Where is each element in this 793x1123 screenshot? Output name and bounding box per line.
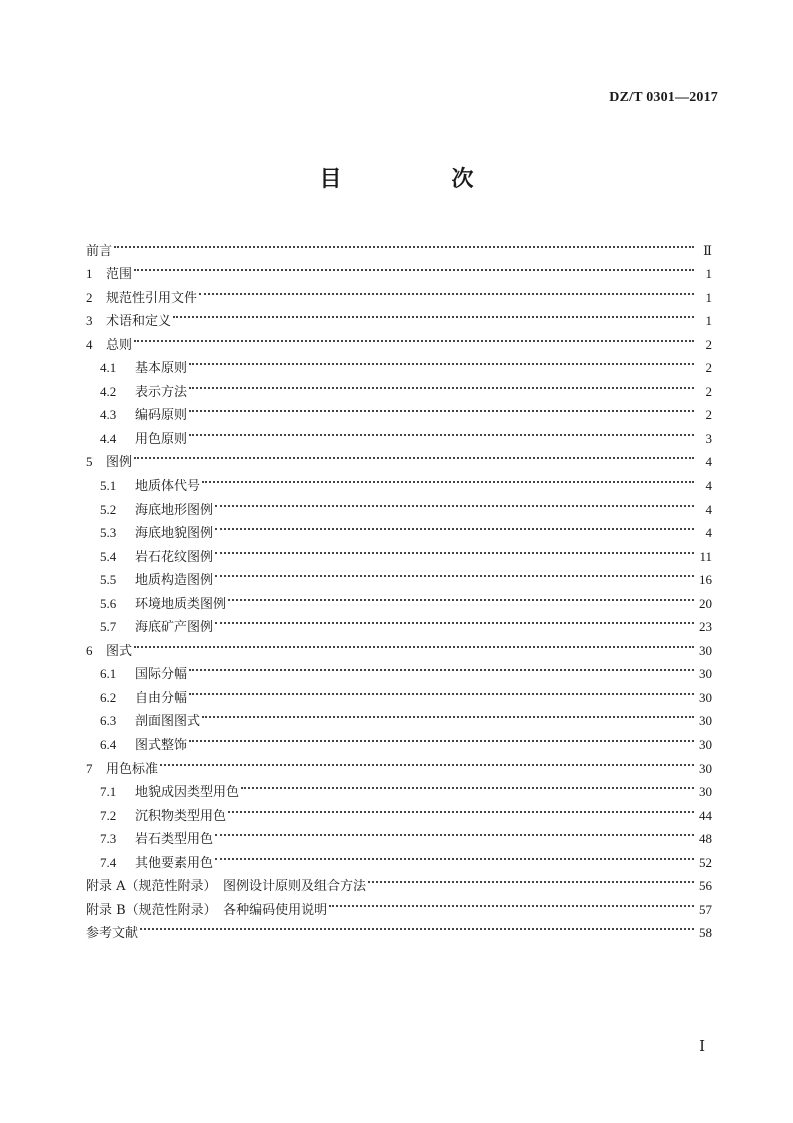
- toc-entry-label: 范围: [106, 267, 133, 283]
- toc-entry[interactable]: [86, 443, 712, 471]
- toc-entry[interactable]: [86, 231, 712, 259]
- toc-entry-label: 用色标准: [106, 761, 159, 777]
- dot-leader: [134, 255, 694, 279]
- toc-entry-number: 5.3: [100, 525, 117, 541]
- toc-entry-page: 30: [699, 713, 712, 729]
- toc-entry-number: 7: [86, 760, 93, 776]
- toc-entry-label: 自由分幅: [135, 690, 188, 706]
- toc-entry-label: 附录 A（规范性附录） 图例设计原则及组合方法: [86, 879, 367, 895]
- toc-entry-page: 2: [705, 383, 712, 399]
- table-of-contents: [86, 231, 712, 942]
- toc-entry-number: 6: [86, 642, 93, 658]
- toc-entry-number: 7.1: [100, 784, 117, 800]
- toc-entry-number: 5.4: [100, 548, 117, 564]
- dot-leader: [202, 702, 694, 726]
- toc-entry[interactable]: [86, 466, 712, 495]
- toc-entry-page: 4: [705, 454, 712, 470]
- toc-entry-label: 海底矿产图例: [135, 620, 214, 636]
- toc-entry-number: 5.5: [100, 572, 117, 588]
- toc-entry-label: 岩石类型用色: [135, 832, 214, 848]
- toc-entry-page: 1: [705, 313, 712, 329]
- toc-entry-page: 58: [699, 925, 712, 941]
- toc-entry-page: 30: [699, 666, 712, 682]
- toc-entry-number: 7.3: [100, 831, 117, 847]
- toc-entry-label: 国际分幅: [135, 667, 188, 683]
- dot-leader: [189, 678, 694, 702]
- toc-entry-label: 岩石花纹图例: [135, 549, 214, 565]
- toc-entry[interactable]: [86, 302, 712, 330]
- dot-leader: [329, 890, 694, 914]
- toc-entry-label: 图式整饰: [135, 738, 188, 754]
- dot-leader: [189, 655, 694, 679]
- dot-leader: [215, 561, 694, 585]
- toc-entry-number: 4.1: [100, 360, 117, 376]
- toc-entry-label: 地貌成因类型用色: [135, 785, 240, 801]
- toc-entry-page: 30: [699, 689, 712, 705]
- toc-entry-label: 表示方法: [135, 384, 188, 400]
- toc-entry-label: 环境地质类图例: [135, 596, 227, 612]
- toc-entry-page: 57: [699, 901, 712, 917]
- toc-entry-number: 6.1: [100, 666, 117, 682]
- toc-entry[interactable]: [86, 255, 712, 283]
- toc-entry-label: 图例: [106, 455, 133, 471]
- toc-entry-label: 地质构造图例: [135, 573, 214, 589]
- toc-entry[interactable]: [86, 773, 712, 801]
- toc-entry-number: 5.2: [100, 501, 117, 517]
- toc-entry-number: 7.2: [100, 807, 117, 823]
- toc-entry[interactable]: [86, 349, 712, 377]
- toc-entry-page: 2: [705, 336, 712, 352]
- toc-entry-page: 30: [699, 760, 712, 776]
- toc-entry-page: Ⅱ: [703, 242, 712, 258]
- toc-entry-page: 48: [699, 831, 712, 847]
- dot-leader: [215, 514, 694, 538]
- toc-entry[interactable]: [86, 749, 712, 777]
- toc-entry-label: 基本原则: [135, 361, 188, 377]
- toc-entry-label: 用色原则: [135, 431, 188, 447]
- toc-entry-page: 2: [705, 407, 712, 423]
- dot-leader: [215, 490, 694, 514]
- toc-entry-number: 4.2: [100, 383, 117, 399]
- dot-leader: [202, 466, 694, 490]
- toc-entry-number: 6.4: [100, 737, 117, 753]
- dot-leader: [189, 725, 694, 749]
- toc-entry-page: 30: [699, 642, 712, 658]
- toc-entry-label: 海底地形图例: [135, 502, 214, 518]
- toc-entry-number: 4.4: [100, 430, 117, 446]
- toc-entry-number: 5.1: [100, 478, 117, 494]
- dot-leader: [215, 537, 694, 561]
- toc-entry-page: 16: [699, 572, 712, 588]
- toc-entry-number: 4.3: [100, 407, 117, 423]
- dot-leader: [134, 325, 694, 349]
- toc-entry-page: 4: [705, 478, 712, 494]
- dot-leader: [368, 867, 694, 891]
- dot-leader: [160, 749, 694, 773]
- page-number: Ⅰ: [699, 1039, 705, 1055]
- toc-entry-number: 5: [86, 454, 93, 470]
- dot-leader: [189, 349, 694, 373]
- toc-entry-page: 20: [699, 595, 712, 611]
- toc-entry-label: 术语和定义: [106, 314, 172, 330]
- toc-entry[interactable]: [86, 325, 712, 353]
- toc-entry-number: 3: [86, 313, 93, 329]
- toc-entry-label: 附录 B（规范性附录） 各种编码使用说明: [86, 902, 328, 918]
- toc-entry-label: 总则: [106, 337, 133, 353]
- toc-entry-number: 5.7: [100, 619, 117, 635]
- toc-entry-number: 2: [86, 289, 93, 305]
- toc-entry-page: 56: [699, 878, 712, 894]
- dot-leader: [228, 584, 694, 608]
- dot-leader: [199, 278, 694, 302]
- toc-entry-page: 44: [699, 807, 712, 823]
- toc-entry-page: 1: [705, 266, 712, 282]
- toc-entry-page: 11: [699, 548, 712, 564]
- dot-leader: [173, 302, 694, 326]
- toc-entry-label: 地质体代号: [135, 479, 201, 495]
- toc-entry[interactable]: [86, 914, 712, 942]
- toc-entry[interactable]: [86, 655, 712, 683]
- dot-leader: [134, 443, 694, 467]
- toc-entry-number: 1: [86, 266, 93, 282]
- dot-leader: [140, 914, 694, 938]
- toc-entry-label: 前言: [86, 243, 113, 259]
- dot-leader: [189, 372, 694, 396]
- toc-entry-page: 3: [705, 430, 712, 446]
- toc-entry-page: 30: [699, 737, 712, 753]
- toc-entry-label: 参考文献: [86, 926, 139, 942]
- toc-entry-label: 沉积物类型用色: [135, 808, 227, 824]
- dot-leader: [215, 820, 694, 844]
- toc-entry-number: 6.3: [100, 713, 117, 729]
- toc-entry-page: 4: [705, 501, 712, 517]
- toc-entry[interactable]: [86, 631, 712, 659]
- toc-entry-label: 规范性引用文件: [106, 290, 198, 306]
- toc-entry-number: 6.2: [100, 689, 117, 705]
- dot-leader: [241, 773, 694, 797]
- dot-leader: [189, 419, 694, 443]
- toc-entry-page: 2: [705, 360, 712, 376]
- toc-entry-page: 30: [699, 784, 712, 800]
- toc-entry-label: 剖面图图式: [135, 714, 201, 730]
- dot-leader: [228, 796, 694, 820]
- toc-entry-number: 5.6: [100, 595, 117, 611]
- dot-leader: [189, 396, 694, 420]
- dot-leader: [114, 231, 694, 255]
- toc-entry-number: 4: [86, 336, 93, 352]
- toc-entry-label: 图式: [106, 643, 133, 659]
- toc-entry-label: 编码原则: [135, 408, 188, 424]
- toc-entry-page: 4: [705, 525, 712, 541]
- dot-leader: [215, 843, 694, 867]
- toc-entry-page: 23: [699, 619, 712, 635]
- dot-leader: [215, 608, 694, 632]
- toc-entry[interactable]: [86, 278, 712, 306]
- toc-entry-number: 7.4: [100, 854, 117, 870]
- toc-entry-page: 52: [699, 854, 712, 870]
- dot-leader: [134, 631, 694, 655]
- standard-code: DZ/T 0301—2017: [609, 90, 718, 105]
- toc-entry-page: 1: [705, 289, 712, 305]
- page-title: 目 次: [319, 167, 518, 192]
- toc-entry-label: 其他要素用色: [135, 855, 214, 871]
- toc-entry-label: 海底地貌图例: [135, 526, 214, 542]
